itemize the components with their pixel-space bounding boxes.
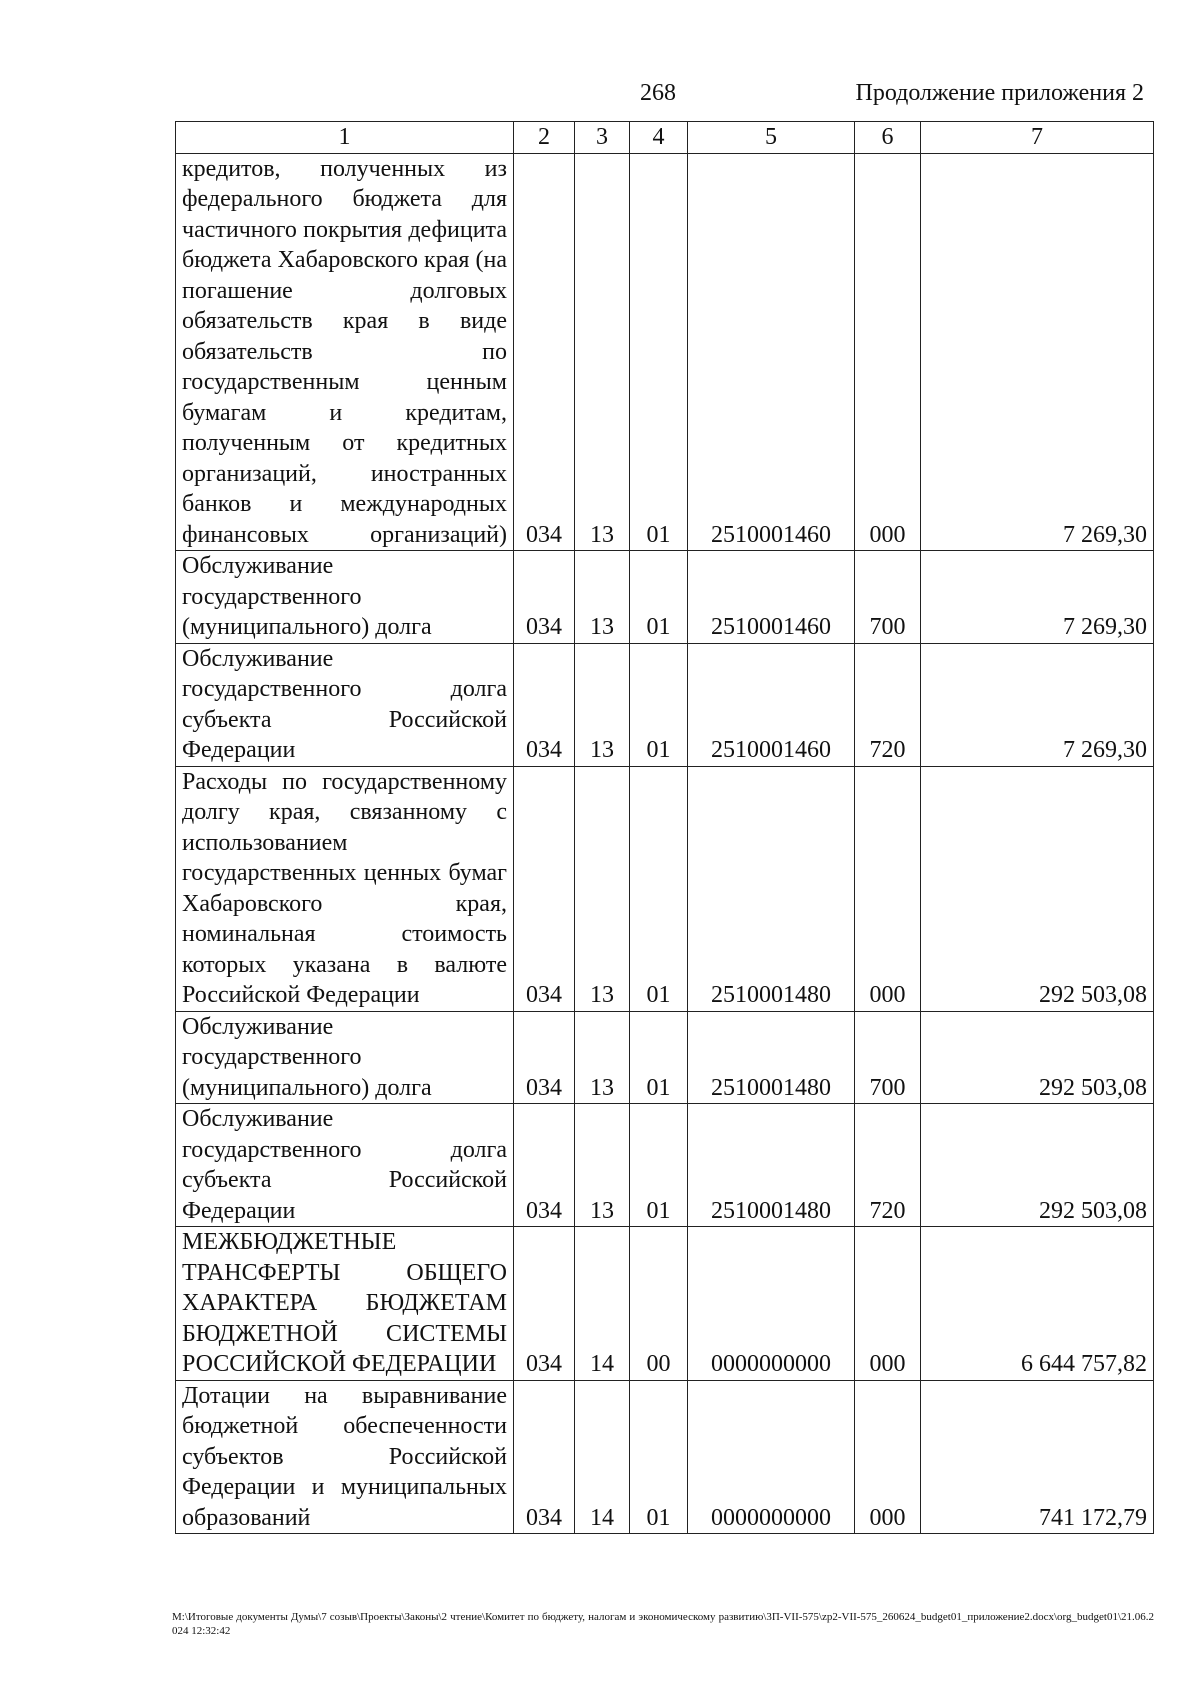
cell-admin-code: 034 <box>514 153 575 551</box>
cell-admin-code: 034 <box>514 1227 575 1381</box>
row-name: Расходы по государственному долгу края, связанному с использованием государственных ценных бумаг Хабаровского края, номинальная стоимость которых указана в валюте Российской Федерации <box>176 766 514 1011</box>
cell-section: 13 <box>575 551 630 644</box>
table-row <box>176 153 1154 551</box>
cell-subsection: 01 <box>630 643 688 766</box>
column-header: 1 <box>176 122 514 154</box>
page-number: 268 <box>640 80 676 106</box>
column-header: 4 <box>630 122 688 154</box>
cell-amount: 741 172,79 <box>921 1380 1154 1534</box>
cell-expense-type: 000 <box>855 1380 921 1534</box>
cell-amount: 292 503,08 <box>921 1104 1154 1227</box>
cell-target-article: 2510001480 <box>688 1011 855 1104</box>
column-header: 3 <box>575 122 630 154</box>
cell-subsection: 00 <box>630 1227 688 1381</box>
cell-admin-code: 034 <box>514 1104 575 1227</box>
cell-section: 13 <box>575 1104 630 1227</box>
table-header-row <box>176 122 1154 154</box>
cell-expense-type: 000 <box>855 1227 921 1381</box>
cell-admin-code: 034 <box>514 1380 575 1534</box>
cell-amount: 7 269,30 <box>921 153 1154 551</box>
cell-section: 14 <box>575 1227 630 1381</box>
cell-admin-code: 034 <box>514 643 575 766</box>
cell-subsection: 01 <box>630 1104 688 1227</box>
cell-section: 13 <box>575 643 630 766</box>
cell-target-article: 2510001460 <box>688 153 855 551</box>
cell-section: 13 <box>575 1011 630 1104</box>
cell-subsection: 01 <box>630 551 688 644</box>
cell-amount: 292 503,08 <box>921 766 1154 1011</box>
table-row <box>176 1380 1154 1534</box>
cell-expense-type: 000 <box>855 766 921 1011</box>
cell-admin-code: 034 <box>514 766 575 1011</box>
cell-subsection: 01 <box>630 766 688 1011</box>
table-row <box>176 643 1154 766</box>
cell-target-article: 2510001480 <box>688 1104 855 1227</box>
row-name: Обслуживание государственного (муниципального) долга <box>176 551 514 644</box>
cell-target-article: 2510001460 <box>688 643 855 766</box>
table-row <box>176 551 1154 644</box>
row-name: кредитов, полученных из федерального бюджета для частичного покрытия дефицита бюджета Хабаровского края (на погашение долговых обязательств края в виде обязательств по государственным ценным бумагам и кредитам, полученным от кредитных организаций, иностранных банков и международных финансовых организаций) <box>176 153 514 551</box>
column-header: 7 <box>921 122 1154 154</box>
row-name: МЕЖБЮДЖЕТНЫЕ ТРАНСФЕРТЫ ОБЩЕГО ХАРАКТЕРА БЮДЖЕТАМ БЮДЖЕТНОЙ СИСТЕМЫ РОССИЙСКОЙ ФЕДЕРАЦИИ <box>176 1227 514 1381</box>
table-row <box>176 1104 1154 1227</box>
cell-section: 13 <box>575 766 630 1011</box>
table-row <box>176 766 1154 1011</box>
cell-expense-type: 700 <box>855 1011 921 1104</box>
cell-target-article: 2510001460 <box>688 551 855 644</box>
cell-amount: 7 269,30 <box>921 643 1154 766</box>
cell-amount: 6 644 757,82 <box>921 1227 1154 1381</box>
row-name: Обслуживание государственного долга субъекта Российской Федерации <box>176 1104 514 1227</box>
cell-subsection: 01 <box>630 1380 688 1534</box>
cell-section: 14 <box>575 1380 630 1534</box>
cell-expense-type: 720 <box>855 1104 921 1227</box>
column-header: 2 <box>514 122 575 154</box>
cell-expense-type: 700 <box>855 551 921 644</box>
cell-subsection: 01 <box>630 153 688 551</box>
document-path-footer: M:\Итоговые документы Думы\7 созыв\Проекты\Законы\2 чтение\Комитет по бюджету, налогам и экономическому развитию\3П-VII-575\zp2-VII-575_260624_budget01_приложение2.docx\org_budget01\21.06.2024 12:32:42 <box>172 1611 1154 1637</box>
row-name: Обслуживание государственного долга субъекта Российской Федерации <box>176 643 514 766</box>
cell-expense-type: 720 <box>855 643 921 766</box>
cell-expense-type: 000 <box>855 153 921 551</box>
table-row <box>176 1011 1154 1104</box>
cell-subsection: 01 <box>630 1011 688 1104</box>
column-header: 6 <box>855 122 921 154</box>
row-name: Обслуживание государственного (муниципального) долга <box>176 1011 514 1104</box>
cell-target-article: 2510001480 <box>688 766 855 1011</box>
budget-table <box>175 121 1154 1534</box>
cell-amount: 7 269,30 <box>921 551 1154 644</box>
column-header: 5 <box>688 122 855 154</box>
cell-amount: 292 503,08 <box>921 1011 1154 1104</box>
cell-target-article: 0000000000 <box>688 1227 855 1381</box>
cell-admin-code: 034 <box>514 1011 575 1104</box>
cell-section: 13 <box>575 153 630 551</box>
table-row <box>176 1227 1154 1381</box>
row-name: Дотации на выравнивание бюджетной обеспеченности субъектов Российской Федерации и муниципальных образований <box>176 1380 514 1534</box>
cell-admin-code: 034 <box>514 551 575 644</box>
continuation-title: Продолжение приложения 2 <box>855 80 1144 106</box>
cell-target-article: 0000000000 <box>688 1380 855 1534</box>
